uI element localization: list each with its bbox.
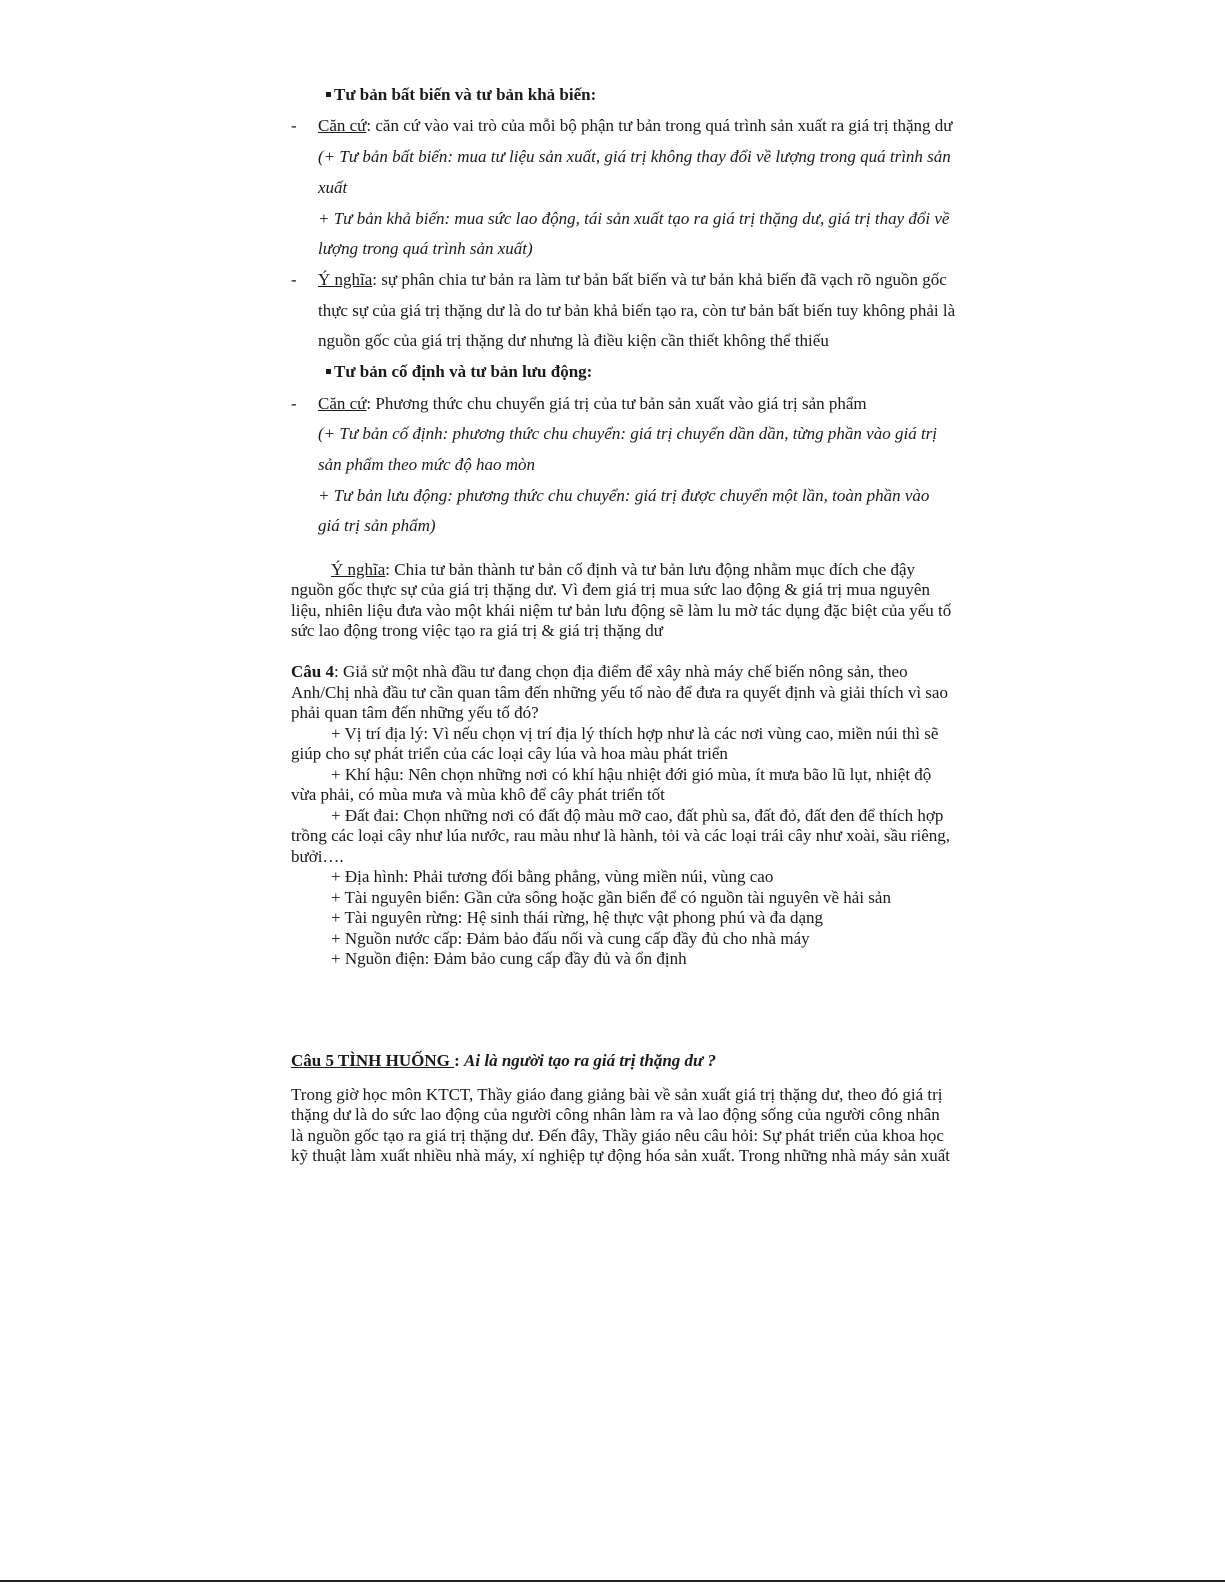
text-line: nguồn gốc thực sự của giá trị thặng dư. Vì đem giá trị mua sức lao động & giá trị mua nguyên <box>291 580 930 599</box>
text-line: trồng các loại cây như lúa nước, rau màu như là hành, tỏi và các loại trái cây như xoài, sầu riêng, <box>291 826 951 845</box>
text-line: kỹ thuật làm xuất nhiều nhà máy, xí nghiệp tự động hóa sản xuất. Trong những nhà máy sản xuất <box>291 1146 950 1165</box>
text-line: thặng dư là do sức lao động của người công nhân làm ra và lao động sống của người công nhân <box>291 1105 940 1124</box>
factor-item: + Địa hình: Phải tương đối bằng phẳng, vùng miền núi, vùng cao <box>331 867 774 886</box>
factor-item: + Nguồn điện: Đảm bảo cung cấp đầy đủ và ổn định <box>331 949 687 968</box>
text-line: (+ Tư bản cố định: phương thức chu chuyển: giá trị chuyển dần dần, từng phần vào giá trị <box>318 424 938 443</box>
factor-item: + Đất đai: Chọn những nơi có đất độ màu mỡ cao, đất phù sa, đất đỏ, đất đen để thích hợp <box>331 806 944 825</box>
factor-item: + Tài nguyên rừng: Hệ sinh thái rừng, hệ thực vật phong phú và đa dạng <box>331 908 824 927</box>
question-4-label: Câu 4 <box>291 662 334 681</box>
text-line: phải quan tâm đến những yếu tố đó? <box>291 703 539 722</box>
text-line: liệu, nhiên liệu đưa vào một khái niệm tư bản lưu động sẽ làm lu mờ tác dụng đặc biệt của yếu tố <box>291 601 952 620</box>
basis-label: Căn cứ <box>318 116 367 135</box>
text-line: (+ Tư bản bất biến: mua tư liệu sản xuất, giá trị không thay đổi về lượng trong quá trình sản <box>318 147 951 166</box>
factor-item: + Tài nguyên biển: Gần cửa sông hoặc gần biển để có nguồn tài nguyên về hải sản <box>331 888 891 907</box>
meaning-label: Ý nghĩa <box>331 560 386 579</box>
list-dash: - <box>291 394 297 413</box>
square-bullet-icon <box>326 92 331 97</box>
basis-line: Căn cứ: Phương thức chu chuyển giá trị của tư bản sản xuất vào giá trị sản phẩm <box>318 394 867 413</box>
text-line: giúp cho sự phát triển của các loại cây lúa và hoa màu phát triển <box>291 744 728 763</box>
list-dash: - <box>291 116 297 135</box>
meaning-line: Ý nghĩa: sự phân chia tư bản ra làm tư bản bất biến và tư bản khả biến đã vạch rõ nguồn gốc <box>318 270 947 289</box>
meaning-line: Ý nghĩa: Chia tư bản thành tư bản cố định và tư bản lưu động nhằm mục đích che đậy <box>331 560 916 579</box>
question-5-label: Câu 5 TÌNH HUỐNG <box>291 1051 455 1070</box>
text-line: lượng trong quá trình sản xuất) <box>318 239 533 258</box>
text-line: + Tư bản khả biến: mua sức lao động, tái sản xuất tạo ra giá trị thặng dư, giá trị thay đổi về <box>318 209 950 228</box>
text-line: giá trị sản phẩm) <box>318 516 436 535</box>
question-5-title: Câu 5 TÌNH HUỐNG : Ai là người tạo ra giá trị thặng dư ? <box>291 1051 716 1070</box>
page-bottom-border <box>0 1580 1225 1582</box>
text-line: bưởi…. <box>291 847 344 866</box>
text-line: là nguồn gốc tạo ra giá trị thặng dư. Đến đây, Thầy giáo nêu câu hỏi: Sự phát triển của khoa học <box>291 1126 944 1145</box>
square-bullet-icon <box>326 369 331 374</box>
meaning-label: Ý nghĩa <box>318 270 373 289</box>
question-4-line: Câu 4: Giả sử một nhà đầu tư đang chọn địa điểm để xây nhà máy chế biến nông sản, theo <box>291 662 908 681</box>
factor-item: + Nguồn nước cấp: Đảm bảo đấu nối và cung cấp đầy đủ cho nhà máy <box>331 929 810 948</box>
text-line: sản phẩm theo mức độ hao mòn <box>318 455 536 474</box>
basis-line: Căn cứ: căn cứ vào vai trò của mỗi bộ phận tư bản trong quá trình sản xuất ra giá trị thặng dư <box>318 116 953 135</box>
list-dash: - <box>291 270 297 289</box>
text-line: Anh/Chị nhà đầu tư cần quan tâm đến những yếu tố nào để đưa ra quyết định và giải thích vì sao <box>291 683 948 702</box>
heading-constant-variable-capital: Tư bản bất biến và tư bản khả biến: <box>326 79 596 110</box>
factor-item: + Khí hậu: Nên chọn những nơi có khí hậu nhiệt đới gió mùa, ít mưa bão lũ lụt, nhiệt độ <box>331 765 932 784</box>
text-line: + Tư bản lưu động: phương thức chu chuyển: giá trị được chuyển một lần, toàn phần vào <box>318 486 930 505</box>
question-5-topic: Ai là người tạo ra giá trị thặng dư ? <box>464 1051 716 1070</box>
basis-label: Căn cứ <box>318 394 367 413</box>
text-line: xuất <box>318 178 348 197</box>
text-line: Trong giờ học môn KTCT, Thầy giáo đang giảng bài về sản xuất giá trị thặng dư, theo đó giá trị <box>291 1085 943 1104</box>
factor-item: + Vị trí địa lý: Vì nếu chọn vị trí địa lý thích hợp như là các nơi vùng cao, miền núi thì sẽ <box>331 724 939 743</box>
text-line: thực sự của giá trị thặng dư là do tư bản khả biến tạo ra, còn tư bản bất biến tuy không phải là <box>318 301 956 320</box>
text-line: nguồn gốc của giá trị thặng dư nhưng là điều kiện cần thiết không thể thiếu <box>318 331 829 350</box>
heading-fixed-circulating-capital: Tư bản cố định và tư bản lưu động: <box>326 356 592 387</box>
text-line: vừa phải, có mùa mưa và mùa khô để cây phát triển tốt <box>291 785 665 804</box>
text-line: sức lao động trong việc tạo ra giá trị & giá trị thặng dư <box>291 621 664 640</box>
